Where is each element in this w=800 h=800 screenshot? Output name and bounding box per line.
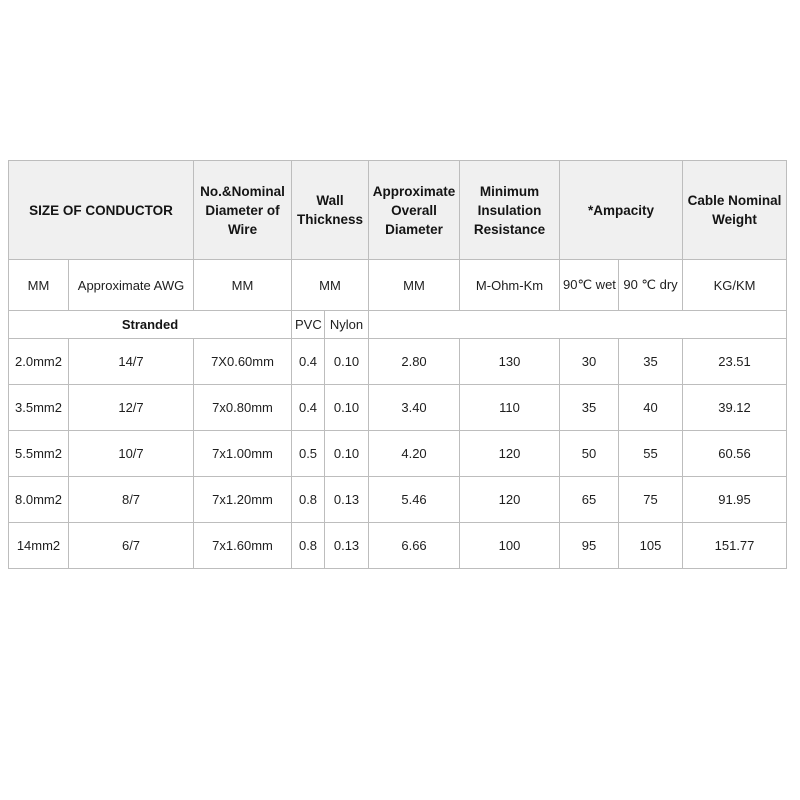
cell-wire-diameter: 7x1.60mm: [194, 523, 292, 569]
table-row: [9, 477, 787, 523]
cell-wall-nylon: 0.13: [325, 523, 369, 569]
cell-ampacity-wet: 50: [560, 431, 619, 477]
cell-awg: 14/7: [69, 339, 194, 385]
unit-mm-overall: MM: [369, 260, 460, 311]
unit-mm-size: MM: [9, 260, 69, 311]
cell-weight: 60.56: [683, 431, 787, 477]
spec-table-container: [8, 160, 787, 569]
unit-mm-wall: MM: [292, 260, 369, 311]
cell-size-mm: 8.0mm2: [9, 477, 69, 523]
cell-weight: 39.12: [683, 385, 787, 431]
cell-awg: 10/7: [69, 431, 194, 477]
cell-ampacity-dry: 40: [619, 385, 683, 431]
cell-wall-nylon: 0.10: [325, 339, 369, 385]
cell-size-mm: 5.5mm2: [9, 431, 69, 477]
cell-insulation-resistance: 130: [460, 339, 560, 385]
section-label-stranded: Stranded: [9, 311, 292, 339]
header-ampacity: *Ampacity: [560, 161, 683, 260]
subheader-nylon: Nylon: [325, 311, 369, 339]
table-row: [9, 431, 787, 477]
section-empty-cell: [369, 311, 787, 339]
cell-wall-pvc: 0.5: [292, 431, 325, 477]
cell-insulation-resistance: 120: [460, 477, 560, 523]
cell-ampacity-dry: 35: [619, 339, 683, 385]
cell-size-mm: 2.0mm2: [9, 339, 69, 385]
cell-overall-diameter: 2.80: [369, 339, 460, 385]
table-row: [9, 385, 787, 431]
cell-awg: 6/7: [69, 523, 194, 569]
cell-wall-nylon: 0.10: [325, 431, 369, 477]
cell-overall-diameter: 6.66: [369, 523, 460, 569]
cell-wall-pvc: 0.4: [292, 385, 325, 431]
cell-wire-diameter: 7X0.60mm: [194, 339, 292, 385]
cell-ampacity-dry: 75: [619, 477, 683, 523]
cell-awg: 8/7: [69, 477, 194, 523]
unit-mm-wire: MM: [194, 260, 292, 311]
cell-weight: 23.51: [683, 339, 787, 385]
cell-ampacity-wet: 35: [560, 385, 619, 431]
header-cable-nominal-weight: Cable Nominal Weight: [683, 161, 787, 260]
units-row: [9, 260, 787, 311]
table-row: [9, 523, 787, 569]
cell-insulation-resistance: 110: [460, 385, 560, 431]
cell-weight: 151.77: [683, 523, 787, 569]
cell-ampacity-wet: 30: [560, 339, 619, 385]
table-row: [9, 339, 787, 385]
cell-size-mm: 14mm2: [9, 523, 69, 569]
cell-overall-diameter: 5.46: [369, 477, 460, 523]
unit-90c-wet: 90℃ wet: [560, 260, 619, 311]
cell-overall-diameter: 3.40: [369, 385, 460, 431]
unit-kg-km: KG/KM: [683, 260, 787, 311]
header-min-insulation-resistance: Minimum Insulation Resistance: [460, 161, 560, 260]
cell-insulation-resistance: 120: [460, 431, 560, 477]
cell-ampacity-dry: 105: [619, 523, 683, 569]
cell-wire-diameter: 7x1.00mm: [194, 431, 292, 477]
header-no-nominal-diameter: No.&Nominal Diameter of Wire: [194, 161, 292, 260]
cell-weight: 91.95: [683, 477, 787, 523]
header-row: [9, 161, 787, 260]
cell-wire-diameter: 7x1.20mm: [194, 477, 292, 523]
cell-ampacity-wet: 65: [560, 477, 619, 523]
cell-ampacity-wet: 95: [560, 523, 619, 569]
cell-wall-pvc: 0.8: [292, 477, 325, 523]
section-row-stranded: [9, 311, 787, 339]
cell-size-mm: 3.5mm2: [9, 385, 69, 431]
cell-wall-nylon: 0.13: [325, 477, 369, 523]
cell-ampacity-dry: 55: [619, 431, 683, 477]
unit-approximate-awg: Approximate AWG: [69, 260, 194, 311]
cell-insulation-resistance: 100: [460, 523, 560, 569]
unit-m-ohm-km: M-Ohm-Km: [460, 260, 560, 311]
cell-overall-diameter: 4.20: [369, 431, 460, 477]
header-wall-thickness: Wall Thickness: [292, 161, 369, 260]
wire-spec-table: [8, 160, 787, 569]
header-size-of-conductor: SIZE OF CONDUCTOR: [9, 161, 194, 260]
header-approx-overall-diameter: Approximate Overall Diameter: [369, 161, 460, 260]
cell-wall-pvc: 0.4: [292, 339, 325, 385]
subheader-pvc: PVC: [292, 311, 325, 339]
unit-90c-dry: 90 ℃ dry: [619, 260, 683, 311]
cell-awg: 12/7: [69, 385, 194, 431]
cell-wall-pvc: 0.8: [292, 523, 325, 569]
cell-wire-diameter: 7x0.80mm: [194, 385, 292, 431]
cell-wall-nylon: 0.10: [325, 385, 369, 431]
